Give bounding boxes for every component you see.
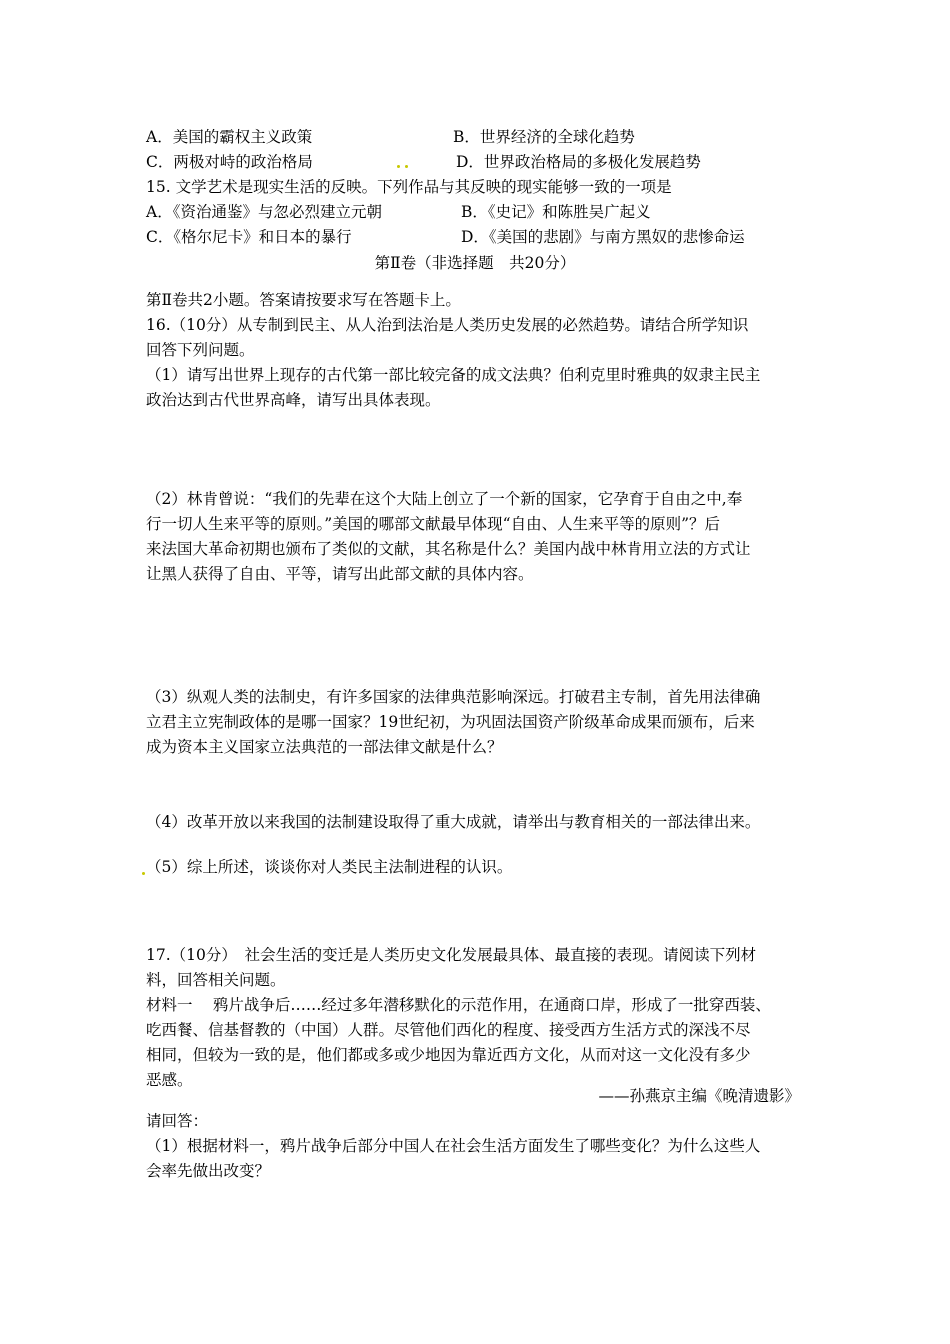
- q14-option-b: B．世界经济的全球化趋势: [453, 128, 635, 146]
- q16-part3: （3）纵观人类的法制史，有许多国家的法律典范影响深远。打破君主专制，首先用法律确: [146, 688, 761, 706]
- q14-option-a: A．美国的霸权主义政策: [146, 128, 313, 146]
- section-note: 第Ⅱ卷共2小题。答案请按要求写在答题卡上。: [146, 291, 461, 309]
- q17-part1: （1）根据材料一，鸦片战争后部分中国人在社会生活方面发生了哪些变化？为什么这些人: [146, 1137, 761, 1155]
- q16-part1: （1）请写出世界上现存的古代第一部比较完备的成文法典？伯利克里时雅典的奴隶主民主: [146, 366, 761, 384]
- q14-option-d: D．世界政治格局的多极化发展趋势: [456, 153, 701, 171]
- q16-part3-cont: 成为资本主义国家立法典范的一部法律文献是什么？: [146, 738, 503, 756]
- section-title: 第Ⅱ卷（非选择题 共20分）: [374, 254, 576, 272]
- q17-material-1-cont: 相同，但较为一致的是，他们都或多或少地因为靠近西方文化，从而对这一文化没有多少: [146, 1046, 751, 1064]
- q16-stem: 16.（10分）从专制到民主、从人治到法治是人类历史发展的必然趋势。请结合所学知识: [146, 316, 749, 334]
- q15-option-c: C．《格尔尼卡》和日本的暴行: [146, 228, 352, 246]
- q17-ask: 请回答：: [146, 1112, 209, 1130]
- speck-mark: [405, 165, 408, 168]
- q17-stem-cont: 料，回答相关问题。: [146, 971, 286, 989]
- q17-material-1: 材料一 鸦片战争后……经过多年潜移默化的示范作用，在通商口岸，形成了一批穿西装、: [146, 996, 771, 1014]
- q16-part4: （4）改革开放以来我国的法制建设取得了重大成就，请举出与教育相关的一部法律出来。: [146, 813, 761, 831]
- q17-stem: 17.（10分） 社会生活的变迁是人类历史文化发展最具体、最直接的表现。请阅读下列材: [146, 946, 757, 964]
- q17-part1-cont: 会率先做出改变？: [146, 1162, 271, 1180]
- q16-part2-cont: 来法国大革命初期也颁布了类似的文献，其名称是什么？美国内战中林肯用立法的方式让: [146, 540, 751, 558]
- q16-part2: （2）林肯曾说：“我们的先辈在这个大陆上创立了一个新的国家，它孕育于自由之中,奉: [146, 490, 743, 508]
- q16-part3-cont: 立君主立宪制政体的是哪一国家？19世纪初，为巩固法国资产阶级革命成果而颁布，后来: [146, 713, 755, 731]
- q16-stem-cont: 回答下列问题。: [146, 341, 255, 359]
- q17-material-1-cont: 吃西餐、信基督教的（中国）人群。尽管他们西化的程度、接受西方生活方式的深浅不尽: [146, 1021, 751, 1039]
- q14-option-c: C．两极对峙的政治格局: [146, 153, 313, 171]
- q17-material-source: ——孙燕京主编《晚清遗影》: [598, 1087, 800, 1105]
- q15-option-d: D．《美国的悲剧》与南方黑奴的悲惨命运: [461, 228, 745, 246]
- q16-part1-cont: 政治达到古代世界高峰，请写出具体表现。: [146, 391, 441, 409]
- q16-part5: （5）综上所述，谈谈你对人类民主法制进程的认识。: [146, 858, 513, 876]
- q15-option-a: A．《资治通鉴》与忽必烈建立元朝: [146, 203, 382, 221]
- q15-stem: 15. 文学艺术是现实生活的反映。下列作品与其反映的现实能够一致的一项是: [146, 178, 672, 196]
- q16-part2-cont: 行一切人生来平等的原则。”美国的哪部文献最早体现“自由、人生来平等的原则”？后: [146, 515, 721, 533]
- q15-option-b: B．《史记》和陈胜吴广起义: [461, 203, 651, 221]
- q17-material-1-cont: 恶感。: [146, 1071, 193, 1089]
- speck-mark: [397, 165, 400, 168]
- q16-part2-cont: 让黑人获得了自由、平等，请写出此部文献的具体内容。: [146, 565, 534, 583]
- speck-mark: [142, 872, 145, 875]
